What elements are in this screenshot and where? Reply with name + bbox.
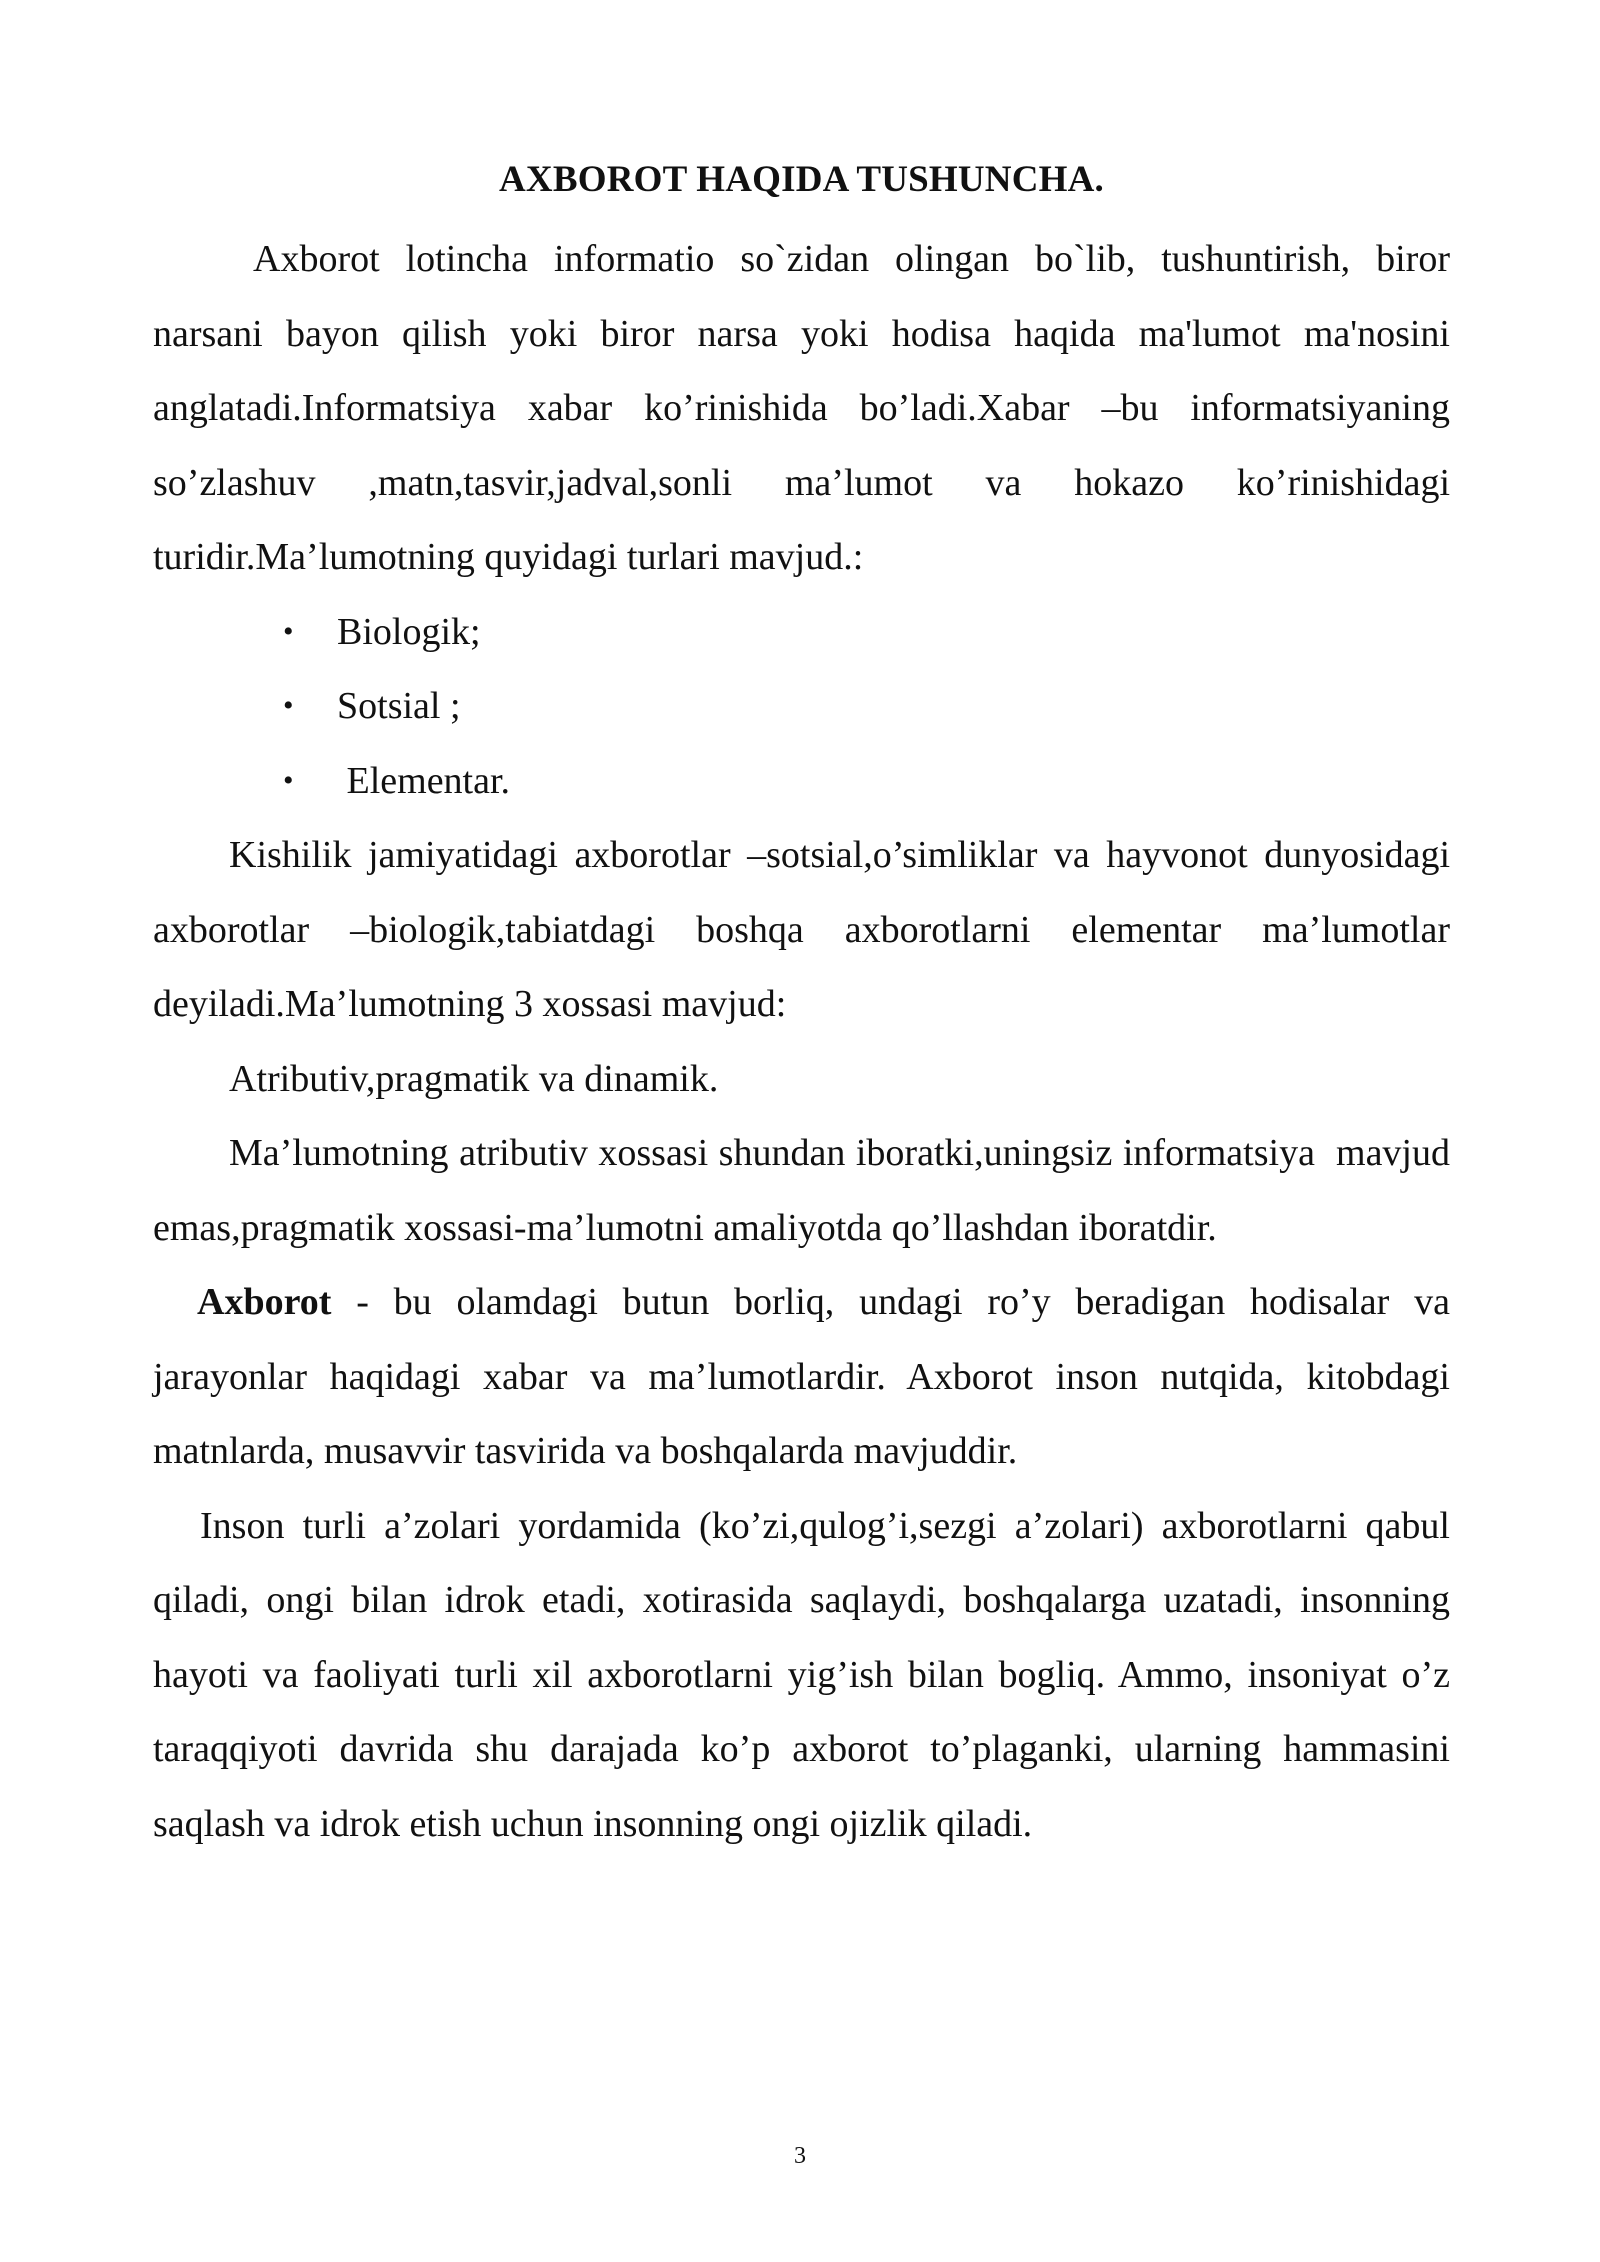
paragraph-attributive: Ma’lumotning atributiv xossasi shundan iboratki,uningsiz informatsiya mavjud emas,pragmatik xossasi-ma’lumotni amaliyotda qo’llashdan iboratdir. (153, 1132, 1460, 1249)
bullet-icon: • (283, 614, 294, 648)
list-item (283, 744, 1450, 819)
bullet-icon: • (283, 689, 294, 722)
paragraph-definition: Axborot lotincha informatio so`zidan olingan bo`lib, tushuntirish, biror narsani bayon qilish yoki biror narsa yoki hodisa haqida ma'lumot ma'nosini anglatadi.Informatsiya xabar ko’rinishida bo’ladi.Xabar –bu informatsiyaning so’zlashuv ,matn,tasvir,jadval,sonli ma’lumot va hokazo ko’rinishidagi turidir.Ma’lumotning quyidagi turlari mavjud.: (153, 238, 1450, 578)
paragraph-axborot-definition (153, 1265, 1450, 1489)
list-item (283, 595, 1450, 670)
paragraph-classification: Kishilik jamiyatidagi axborotlar –sotsial,o’simliklar va hayvonot dunyosidagi axborotlar –biologik,tabiatdagi boshqa axborotlarni elementar ma’lumotlar deyiladi.Ma’lumotning 3 xossasi mavjud: (153, 834, 1450, 1025)
page-number: 3 (794, 2143, 806, 2169)
list-item-label: Biologik; (337, 610, 481, 653)
paragraph-axborot-text: - bu olamdagi butun borliq, undagi ro’y beradigan hodisalar va jarayonlar haqidagi xabar va ma’lumotlardir. Axborot inson nutqida, kitobdagi matnlarda, musavvir tasvirida va boshqalarda mavjuddir. (153, 1281, 1450, 1472)
paragraph-properties: Atributiv,pragmatik va dinamik. (229, 1057, 719, 1100)
info-types-list (153, 595, 1450, 819)
document-page (153, 150, 1460, 1861)
list-item-label: Sotsial ; (337, 685, 461, 727)
term-axborot: Axborot (197, 1281, 332, 1323)
document-title: AXBOROT HAQIDA TUSHUNCHA. (499, 159, 1104, 200)
list-item (283, 669, 1450, 744)
bullet-icon: • (283, 763, 294, 797)
list-item-label: Elementar. (337, 759, 511, 802)
paragraph-human-perception: Inson turli a’zolari yordamida (ko’zi,qulog’i,sezgi a’zolari) axborotlarni qabul qiladi, ongi bilan idrok etadi, xotirasida saqlaydi, boshqalarga uzatadi, insonning hayoti va faoliyati turli xil axborotlarni yig’ish bilan bogliq. Ammo, insoniyat o’z taraqqiyoti davrida shu darajada ko’p axborot to’plaganki, ularning hammasini saqlash va idrok etish uchun insonning ongi ojizlik qiladi. (153, 1504, 1450, 1845)
